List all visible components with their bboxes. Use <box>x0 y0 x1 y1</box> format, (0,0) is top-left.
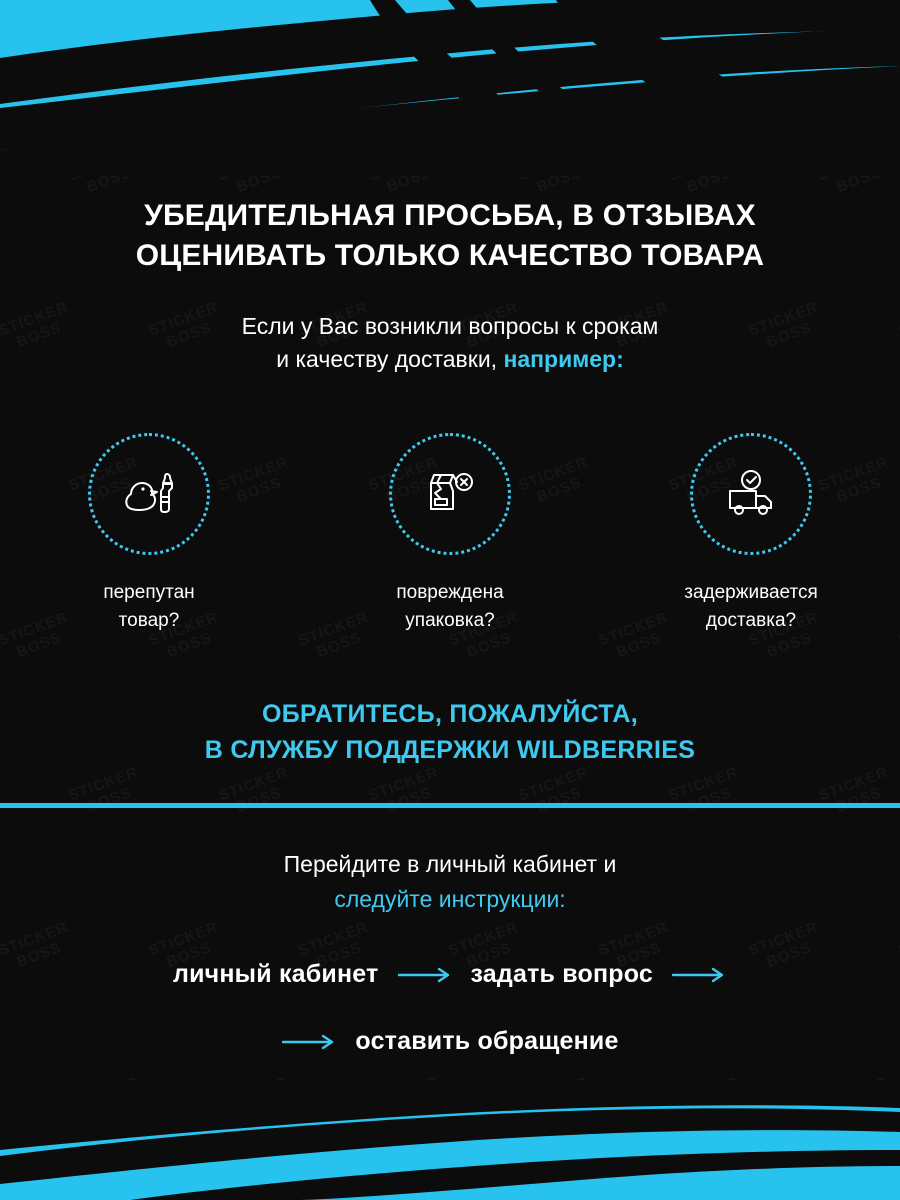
reason-caption <box>54 579 244 634</box>
step-ask-question: задать вопрос <box>470 960 653 988</box>
support-cta-line-1: ОБРАТИТЕСЬ, ПОЖАЛУЙСТА, <box>262 700 638 728</box>
instruction-steps-row-2 <box>0 1027 900 1056</box>
damaged-package-icon <box>417 461 483 527</box>
instruction-steps-row-1 <box>0 960 900 989</box>
reason-item-damaged-package <box>355 433 545 634</box>
reason-caption-line-2: доставка? <box>705 609 797 631</box>
subtitle-line-2 <box>0 343 900 376</box>
arrow-right-icon <box>397 966 453 984</box>
reason-caption <box>355 579 545 634</box>
reason-item-mixed-up-product <box>54 433 244 634</box>
baby-bottle-icon <box>116 461 182 527</box>
subtitle-line-1: Если у Вас возникли вопросы к срокам <box>241 313 659 339</box>
reason-circle <box>690 433 812 555</box>
reasons-row <box>0 433 900 634</box>
instruction-lead-line-2: следуйте инструкции: <box>334 885 566 912</box>
reason-circle <box>88 433 210 555</box>
instruction-lead <box>0 847 900 916</box>
step-leave-request: оставить обращение <box>355 1027 619 1055</box>
reason-caption-line-2: упаковка? <box>405 609 495 631</box>
reason-caption-line-1: повреждена <box>396 582 504 603</box>
reason-caption-line-1: задерживается <box>684 582 818 603</box>
subtitle-line-2-plain: и качеству доставки, <box>276 346 504 373</box>
section-divider <box>0 803 900 808</box>
support-cta <box>0 697 900 768</box>
subtitle <box>0 310 900 377</box>
reason-caption <box>656 579 846 634</box>
step-personal-account: личный кабинет <box>173 960 379 988</box>
delivery-truck-icon <box>718 461 784 527</box>
reason-item-delayed-delivery <box>656 433 846 634</box>
instruction-lead-line-1: Перейдите в личный кабинет и <box>283 851 617 877</box>
support-cta-line-2: В СЛУЖБУ ПОДДЕРЖКИ WILDBERRIES <box>204 735 696 764</box>
subtitle-line-2-accent: например: <box>503 346 624 373</box>
page-title: УБЕДИТЕЛЬНАЯ ПРОСЬБА, В ОТЗЫВАХ ОЦЕНИВАТЬ ТОЛЬКО КАЧЕСТВО ТОВАРА <box>135 199 765 272</box>
arrow-right-icon <box>281 1033 337 1051</box>
reason-caption-line-1: перепутан <box>103 582 195 603</box>
reason-circle <box>389 433 511 555</box>
reason-caption-line-2: товар? <box>118 609 180 631</box>
arrow-right-icon <box>671 966 727 984</box>
